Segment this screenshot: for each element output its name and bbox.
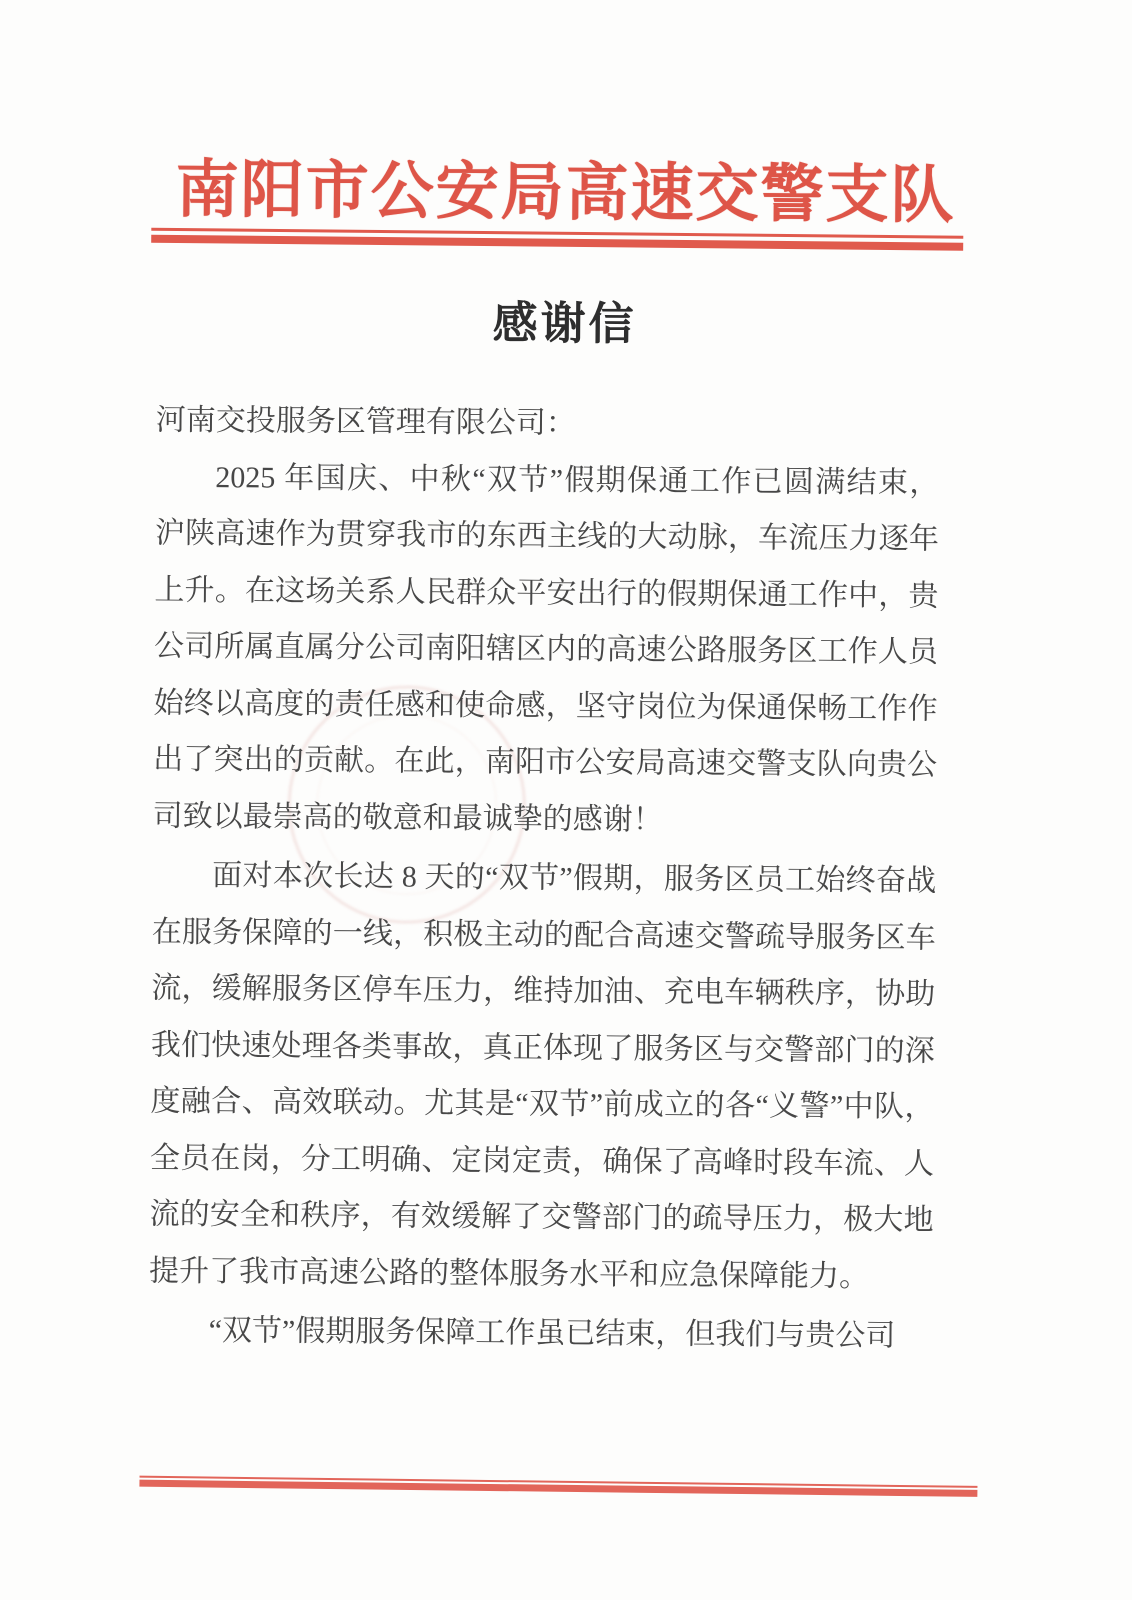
footer-divider bbox=[139, 1476, 977, 1497]
body-paragraph-2: 面对本次长达 8 天的“双节”假期，服务区员工始终奋战在服务保障的一线，积极主动的配合高速交警疏导服务区车流，缓解服务区停车压力，维持加油、充电车辆秩序，协助我们快速处理各类事故，真正体现了服务区与交警部门的深度融合、高效联动。尤其是“双节”前成立的各“义警”中队，全员在岗，分工明确、定岗定责，确保了高峰时段车流、人流的安全和秩序，有效缓解了交警部门的疏导压力，极大地提升了我市高速公路的整体服务水平和应急保障能力。 bbox=[148, 859, 937, 1293]
letterhead-org-name: 南阳市公安局高速交警支队 bbox=[175, 154, 956, 231]
body-paragraph-1: 2025 年国庆、中秋“双节”假期保通工作已圆满结束，沪陕高速作为贯穿我市的东西主线的大动脉，车流压力逐年上升。在这场关系人民群众平安出行的假期保通工作中，贵公司所属直属分公司南阳辖区内的高速公路服务区工作人员始终以高度的责任感和使命感，坚守岗位为保通保畅工作作出了突出的贡献。在此，南阳市公安局高速交警支队向贵公司致以最崇高的敬意和最诚挚的感谢！ bbox=[152, 460, 940, 837]
letter-title: 感谢信 bbox=[492, 298, 637, 350]
salutation: 河南交投服务区管理有限公司： bbox=[155, 403, 576, 440]
body-paragraph-3: “双节”假期服务保障工作虽已结束，但我们与贵公司 bbox=[208, 1314, 896, 1353]
letter-body bbox=[148, 393, 940, 1366]
